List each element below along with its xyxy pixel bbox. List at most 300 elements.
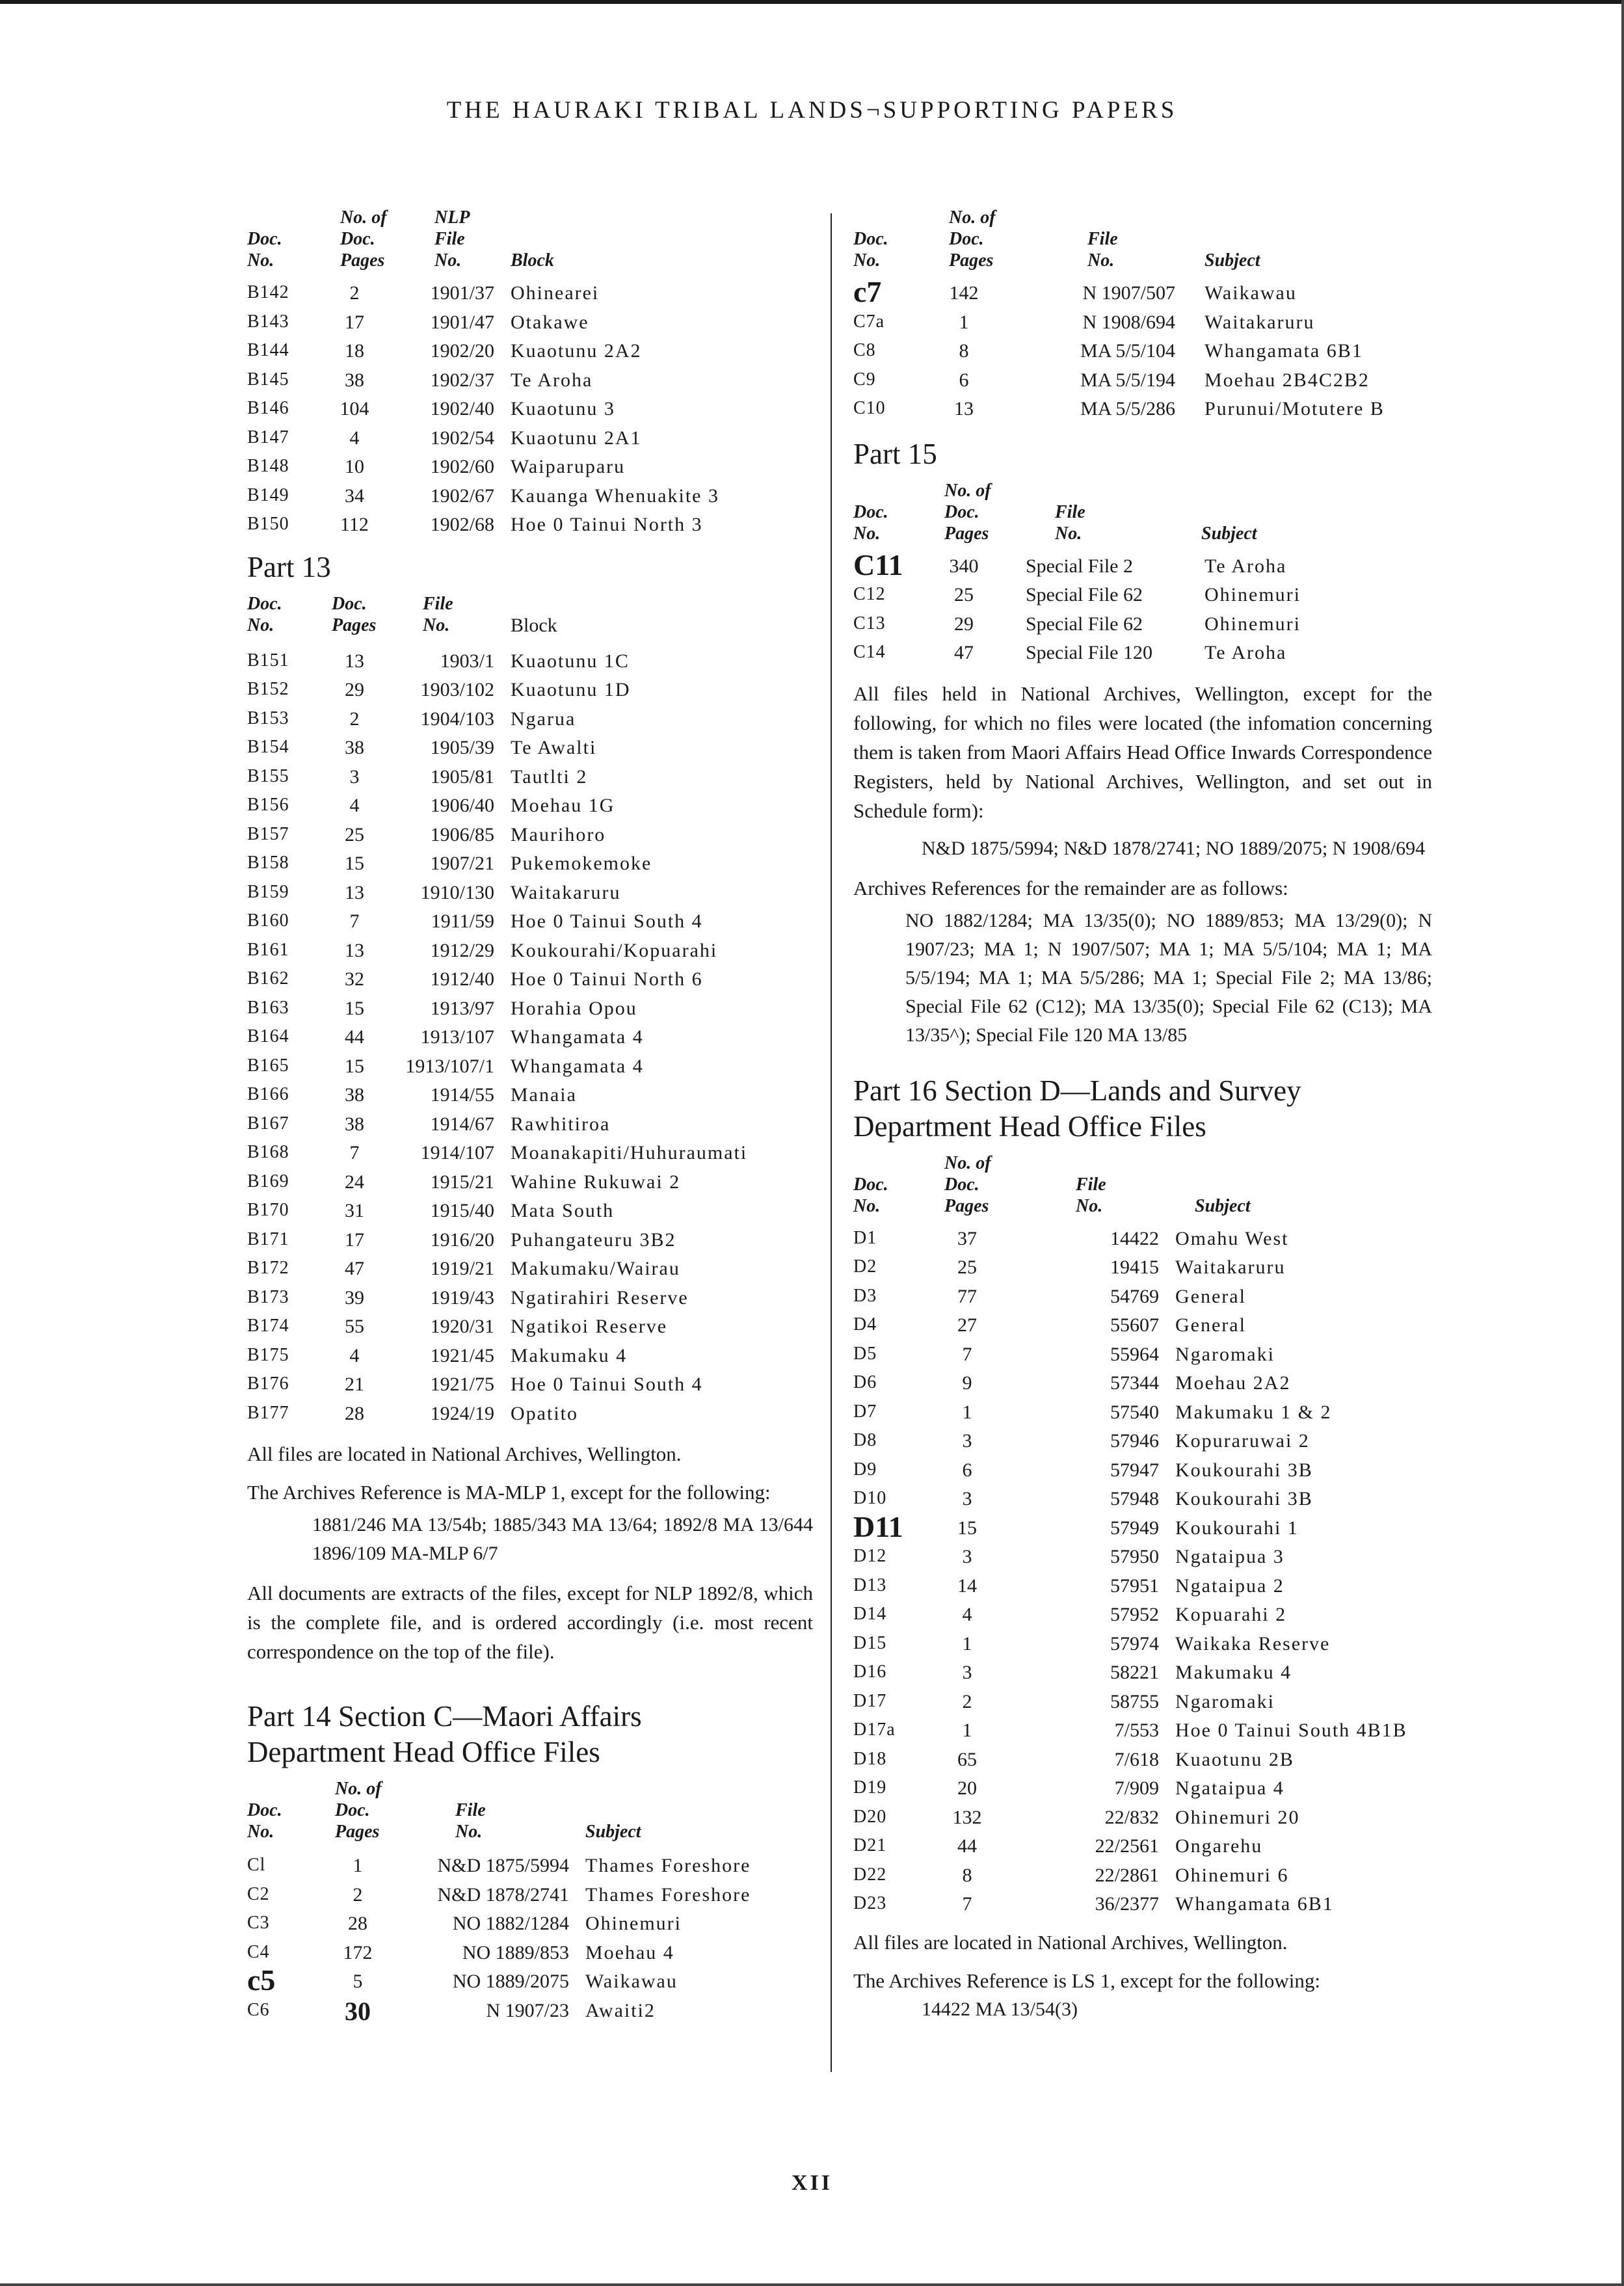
file-no-cell: 19415 (1110, 1256, 1159, 1278)
table-row (247, 935, 813, 964)
table-row (853, 1570, 1432, 1599)
file-no-cell: 1921/75 (430, 1374, 494, 1395)
subject-cell: Te Aroha (1205, 642, 1287, 663)
pages-cell: 2 (349, 708, 360, 730)
header-file-no: File No. (1076, 1174, 1106, 1216)
pages-cell: 5 (353, 1971, 363, 1992)
table-row (247, 1195, 813, 1224)
file-no-cell: 1902/40 (430, 398, 494, 419)
subject-cell: Ngaromaki (1175, 1690, 1275, 1712)
table-row (247, 703, 813, 732)
doc-no-cell: B155 (247, 765, 289, 786)
file-no-cell: 57344 (1110, 1372, 1159, 1394)
doc-no-cell: B170 (247, 1200, 289, 1220)
doc-no-cell: C4 (247, 1941, 270, 1962)
file-no-cell: 1905/81 (430, 765, 494, 788)
table-row (247, 1282, 813, 1311)
subject-cell: Kuaotunu 3 (511, 398, 615, 419)
header-doc-pages: No. of Doc. Pages (944, 1152, 991, 1216)
table-row (247, 1398, 813, 1427)
subject-cell: Awaiti2 (585, 1999, 656, 2021)
table-row (853, 1483, 1432, 1512)
subject-cell: Ohinemuri 20 (1175, 1806, 1300, 1828)
doc-no-cell: B167 (247, 1113, 289, 1134)
subject-cell: Rawhitiroa (511, 1113, 611, 1135)
table-row (247, 1108, 813, 1137)
doc-no-cell: C10 (853, 398, 886, 418)
doc-no-cell: B146 (247, 398, 289, 418)
pages-cell: 38 (345, 1113, 364, 1135)
file-no-cell: 1914/55 (430, 1084, 494, 1106)
table-row (247, 335, 813, 364)
file-no-cell: N 1907/23 (486, 1999, 569, 2021)
pages-cell: 1 (353, 1855, 363, 1876)
pages-cell: 9 (962, 1372, 972, 1394)
header-subject: Subject (1201, 523, 1257, 544)
pages-cell: 20 (957, 1777, 977, 1799)
table-row (247, 306, 813, 336)
header-doc-pages: No. of Doc. Pages (949, 207, 996, 271)
file-no-cell: 22/2861 (1095, 1864, 1159, 1886)
part15-title: Part 15 (853, 437, 937, 470)
table-row (853, 1744, 1432, 1773)
file-no-cell: MA 5/5/104 (1080, 340, 1175, 362)
file-no-cell: 55964 (1110, 1343, 1159, 1365)
part16-title (853, 1073, 1432, 1145)
doc-no-cell: B153 (247, 708, 289, 728)
part14-continued-table-body (853, 277, 1432, 422)
doc-no-cell: D12 (853, 1546, 887, 1566)
subject-cell: Ohinearei (511, 282, 600, 304)
subject-cell: Pukemokemoke (511, 853, 652, 874)
header-doc-no: Doc. No. (247, 593, 282, 635)
pages-cell: 3 (962, 1488, 972, 1509)
table-row (247, 1050, 813, 1080)
table-row (853, 1656, 1432, 1686)
doc-no-cell: B163 (247, 997, 289, 1018)
doc-no-cell: C6 (247, 1999, 270, 2020)
subject-cell: Waitakaruru (1205, 311, 1315, 333)
table-row (853, 608, 1432, 637)
subject-cell: Opatito (511, 1402, 578, 1424)
file-no-cell: 1915/21 (430, 1171, 494, 1193)
pages-cell: 77 (957, 1285, 977, 1307)
pages-cell: 4 (349, 795, 360, 816)
table-row (247, 1368, 813, 1398)
file-no-cell: N&D 1878/2741 (437, 1883, 569, 1906)
file-no-cell: 57946 (1110, 1430, 1159, 1452)
doc-no-cell: c7 (853, 275, 882, 308)
subject-cell: Waikaka Reserve (1175, 1632, 1331, 1655)
subject-cell: Makumaku/Wairau (511, 1258, 680, 1279)
table-row (853, 1338, 1432, 1368)
table-row (247, 645, 813, 674)
subject-cell: Purunui/Motutere B (1205, 398, 1385, 419)
subject-cell: Ngataipua 3 (1175, 1546, 1285, 1567)
doc-no-cell: c5 (247, 1963, 276, 1997)
subject-cell: Koukourahi/Kopuarahi (511, 939, 718, 961)
pages-cell: 17 (345, 311, 364, 333)
subject-cell: Ngataipua 2 (1175, 1575, 1285, 1597)
pages-cell: 29 (345, 679, 364, 700)
page-border-top (0, 0, 1624, 4)
pages-cell: 2 (349, 282, 360, 304)
pages-cell: 18 (345, 340, 364, 362)
file-no-cell: 1901/47 (430, 311, 494, 333)
doc-no-cell: Cl (247, 1855, 266, 1875)
part16-table-body (853, 1223, 1432, 1917)
table-row (247, 674, 813, 703)
running-header: THE HAURAKI TRIBAL LANDS¬SUPPORTING PAPERS (446, 97, 1178, 124)
file-no-cell: 1906/85 (430, 823, 494, 845)
doc-no-cell: D19 (853, 1777, 887, 1798)
part14-title-line1: Part 14 Section C—Maori Affairs (247, 1700, 642, 1733)
file-no-cell: 57948 (1110, 1488, 1159, 1509)
pages-cell: 65 (957, 1748, 977, 1770)
doc-no-cell: D7 (853, 1401, 877, 1422)
table-row (853, 1830, 1432, 1859)
subject-cell: Puhangateuru 3B2 (511, 1229, 676, 1251)
table-row (853, 1686, 1432, 1715)
pages-cell: 21 (345, 1374, 364, 1395)
part16-note-location: All files are located in National Archives, Wellington. (853, 1930, 1288, 1954)
table-row (853, 1714, 1432, 1744)
subject-cell: Moehau 2B4C2B2 (1205, 369, 1370, 391)
subject-cell: Waitakaruru (1175, 1256, 1286, 1278)
subject-cell: Thames Foreshore (585, 1883, 751, 1906)
table-row (247, 877, 813, 906)
pages-cell: 25 (957, 1256, 977, 1278)
doc-no-cell: D3 (853, 1285, 877, 1306)
file-no-cell: 1907/21 (430, 853, 494, 874)
doc-no-cell: B166 (247, 1084, 289, 1104)
subject-cell: Mata South (511, 1200, 615, 1221)
table-row (853, 1541, 1432, 1570)
doc-no-cell: B151 (247, 650, 289, 671)
file-no-cell: 1910/130 (420, 881, 494, 903)
part13-title: Part 13 (247, 550, 331, 583)
header-subject: Subject (585, 1822, 641, 1842)
subject-cell: Te Awalti (511, 737, 597, 758)
pages-cell: 17 (345, 1229, 364, 1251)
file-no-cell: 1901/37 (430, 282, 494, 304)
pages-cell: 38 (345, 1084, 364, 1106)
subject-cell: Ohinemuri 6 (1175, 1864, 1289, 1886)
doc-no-cell: B157 (247, 823, 289, 844)
file-no-cell: MA 5/5/194 (1080, 369, 1175, 391)
table-row (247, 509, 813, 538)
table-row (853, 277, 1432, 306)
pages-cell: 1 (962, 1720, 972, 1741)
table-row (853, 364, 1432, 393)
file-no-cell: 14422 (1110, 1227, 1159, 1249)
doc-no-cell: D11 (853, 1509, 903, 1543)
file-no-cell: 1902/67 (430, 485, 494, 507)
subject-cell: Kopuraruwai 2 (1175, 1430, 1310, 1452)
part13-note-reference: The Archives Reference is MA-MLP 1, except for the following: (247, 1481, 771, 1504)
doc-no-cell: B172 (247, 1258, 289, 1278)
doc-no-cell: B177 (247, 1402, 289, 1423)
table-row (247, 451, 813, 480)
subject-cell: Moehau 2A2 (1175, 1372, 1291, 1394)
header-doc-no: Doc. No. (247, 229, 282, 271)
page-border-bottom (0, 2283, 1624, 2286)
doc-no-cell: B165 (247, 1055, 289, 1076)
pages-cell: 3 (962, 1662, 972, 1683)
subject-cell: Thames Foreshore (585, 1855, 751, 1876)
subject-cell: Whangamata 6B1 (1175, 1893, 1334, 1915)
part16-title-line1: Part 16 Section D—Lands and Survey (853, 1074, 1301, 1107)
pages-cell: 27 (957, 1314, 977, 1336)
pages-cell: 39 (345, 1286, 364, 1309)
table-row (853, 579, 1432, 608)
table-row (247, 905, 813, 935)
doc-no-cell: D16 (853, 1662, 887, 1682)
file-no-cell: 1915/40 (430, 1200, 494, 1221)
header-nlp-file-no: NLP File No. (434, 207, 470, 271)
doc-no-cell: B156 (247, 795, 289, 815)
subject-cell: Ohinemuri (1205, 613, 1301, 635)
doc-no-cell: C12 (853, 584, 886, 604)
doc-no-cell: B152 (247, 679, 289, 699)
file-no-cell: 57540 (1110, 1401, 1159, 1423)
file-no-cell: NO 1882/1284 (452, 1913, 569, 1934)
part16-table-header (853, 1152, 1432, 1220)
pages-cell: 29 (954, 613, 974, 635)
file-no-cell: 1913/97 (430, 997, 494, 1019)
table-row (853, 550, 1432, 579)
doc-no-cell: B143 (247, 311, 289, 332)
pages-cell: 15 (957, 1517, 977, 1539)
table-row (853, 637, 1432, 666)
doc-no-cell: C7a (853, 311, 885, 332)
doc-no-cell: D2 (853, 1256, 877, 1277)
table-row (853, 393, 1432, 422)
pages-cell: 34 (345, 485, 364, 507)
subject-cell: Whangamata 4 (511, 1026, 644, 1048)
subject-cell: Ohinemuri (585, 1913, 682, 1934)
pages-cell: 44 (345, 1026, 364, 1048)
file-no-cell: 1914/67 (430, 1113, 494, 1135)
subject-cell: Kuaotunu 1D (511, 679, 631, 700)
table-row (247, 393, 813, 422)
pages-cell: 15 (345, 997, 364, 1019)
pages-cell: 13 (345, 650, 364, 672)
table-row (853, 1454, 1432, 1483)
pages-cell: 6 (959, 369, 969, 391)
subject-cell: Whangamata 6B1 (1205, 340, 1363, 362)
pages-cell: 31 (345, 1200, 364, 1221)
doc-no-cell: B149 (247, 485, 289, 505)
table-row (247, 1079, 813, 1108)
subject-cell: Manaia (511, 1084, 577, 1106)
file-no-cell: 1913/107 (420, 1026, 494, 1048)
doc-no-cell: B162 (247, 968, 289, 989)
subject-cell: Hoe 0 Tainui North 3 (511, 514, 703, 535)
doc-no-cell: B161 (247, 939, 289, 960)
part13-note-extracts: All documents are extracts of the files, except for NLP 1892/8, which is the complete file, and is ordered accordingly (i.e. most recent correspondence on the top of the file). (247, 1582, 813, 1663)
table-row (247, 963, 813, 992)
table-row (853, 1309, 1432, 1338)
subject-cell: Kuaotunu 2A2 (511, 340, 642, 362)
part13-table-body (247, 645, 813, 1427)
subject-cell: Hoe 0 Tainui South 4B1B (1175, 1720, 1407, 1741)
table-row (247, 992, 813, 1022)
doc-no-cell: D23 (853, 1893, 887, 1913)
doc-no-cell: C11 (853, 548, 903, 581)
doc-no-cell: B148 (247, 456, 289, 476)
subject-cell: Kuaotunu 1C (511, 650, 630, 672)
subject-cell: Hoe 0 Tainui South 4 (511, 1374, 703, 1395)
table-row (247, 1224, 813, 1253)
pages-cell: 25 (954, 584, 974, 605)
table-row (247, 1166, 813, 1195)
pages-cell: 1 (962, 1632, 972, 1655)
subject-cell: Makumaku 4 (511, 1344, 628, 1366)
table-row (853, 1367, 1432, 1396)
table-row (247, 819, 813, 848)
file-no-cell: 1920/31 (430, 1316, 494, 1337)
file-no-cell: 1902/54 (430, 427, 494, 449)
subject-cell: Omahu West (1175, 1227, 1289, 1249)
subject-cell: Kopuarahi 2 (1175, 1604, 1287, 1625)
file-no-cell: 1904/103 (420, 708, 494, 730)
pages-cell: 28 (345, 1402, 364, 1424)
table-row (853, 1396, 1432, 1426)
subject-cell: Whangamata 4 (511, 1055, 644, 1077)
pages-cell: 13 (345, 881, 364, 903)
pages-cell: 104 (339, 398, 369, 419)
part14-table-body (247, 1850, 813, 2026)
subject-cell: Makumaku 4 (1175, 1662, 1292, 1683)
page-border-right (1621, 0, 1624, 2286)
subject-cell: Makumaku 1 & 2 (1175, 1401, 1332, 1423)
pages-cell: 2 (353, 1883, 363, 1906)
subject-cell: Waitakaruru (511, 881, 621, 903)
file-no-cell: 1916/20 (430, 1229, 494, 1251)
pages-cell: 340 (949, 555, 979, 577)
pages-cell: 132 (952, 1806, 982, 1828)
header-doc-pages: Doc. Pages (332, 593, 377, 635)
pages-cell: 15 (345, 853, 364, 874)
pages-cell: 2 (962, 1690, 972, 1712)
pages-cell: 4 (962, 1604, 972, 1625)
subject-cell: Ngaromaki (1175, 1343, 1275, 1365)
file-no-cell: 1912/29 (430, 939, 494, 961)
header-subject: Subject (1205, 250, 1260, 271)
part13-table-header (247, 593, 813, 641)
part15-files-not-located: N&D 1875/5994; N&D 1878/2741; NO 1889/2075; N 1908/694 (922, 837, 1426, 859)
doc-no-cell: C13 (853, 613, 886, 633)
file-no-cell: 57974 (1110, 1632, 1159, 1655)
file-no-cell: 22/2561 (1095, 1835, 1159, 1857)
file-no-cell: 1903/1 (440, 650, 494, 672)
table-row (247, 761, 813, 790)
header-file-no: File No. (1087, 229, 1118, 271)
file-no-cell: NO 1889/853 (462, 1941, 569, 1963)
subject-cell: Maurihoro (511, 823, 606, 845)
subject-cell: Moanakapiti/Huhuraumati (511, 1142, 748, 1163)
doc-no-cell: D4 (853, 1314, 877, 1335)
part15-note-references: Archives References for the remainder are as follows: (853, 876, 1288, 899)
file-no-cell: 57950 (1110, 1546, 1159, 1567)
part15-note-files-held: All files held in National Archives, Wellington, except for the following, for which no files were located (the infomation concerning them is taken from Maori Affairs Head Office Inwards Correspondence Registers, held by National Archives, Wellington, and set out in Schedule form): (853, 682, 1432, 822)
doc-no-cell: D10 (853, 1488, 887, 1508)
part12-table-header (247, 207, 813, 277)
table-row (247, 364, 813, 393)
pages-cell: 172 (343, 1941, 373, 1963)
file-no-cell: Special File 62 (1026, 584, 1143, 605)
file-no-cell: 1912/40 (430, 968, 494, 990)
table-row (853, 335, 1432, 364)
table-row (247, 1937, 813, 1966)
pages-cell: 112 (340, 514, 369, 535)
doc-no-cell: D17a (853, 1720, 896, 1740)
file-no-cell: 55607 (1110, 1314, 1159, 1336)
doc-no-cell: B144 (247, 340, 289, 360)
pages-cell: 10 (345, 456, 364, 477)
doc-no-cell: D18 (853, 1748, 887, 1769)
pages-cell: 7 (962, 1343, 972, 1365)
part15-table-header (853, 480, 1432, 548)
part14-title-line2: Department Head Office Files (247, 1736, 600, 1768)
pages-cell: 32 (345, 968, 364, 990)
doc-no-cell: B158 (247, 853, 289, 873)
header-doc-pages: No. of Doc. Pages (944, 480, 991, 544)
doc-no-cell: B154 (247, 737, 289, 757)
subject-cell: Hoe 0 Tainui North 6 (511, 968, 703, 990)
subject-cell: Otakawe (511, 311, 589, 333)
doc-no-cell: D9 (853, 1459, 877, 1480)
file-no-cell: N 1907/507 (1082, 282, 1175, 304)
table-row (853, 1425, 1432, 1454)
table-row (853, 1281, 1432, 1310)
subject-cell: Waiparuparu (511, 456, 626, 477)
header-doc-pages: No. of Doc. Pages (335, 1779, 382, 1842)
table-row (247, 422, 813, 451)
pages-cell: 15 (345, 1055, 364, 1077)
subject-cell: Kauanga Whenuakite 3 (511, 485, 720, 507)
pages-cell: 8 (962, 1864, 972, 1886)
file-no-cell: MA 5/5/286 (1080, 398, 1175, 419)
doc-no-cell: D14 (853, 1604, 887, 1624)
subject-cell: Waikawau (1205, 282, 1297, 304)
doc-no-cell: B142 (247, 282, 289, 302)
subject-cell: Hoe 0 Tainui South 4 (511, 910, 703, 932)
table-row (853, 1599, 1432, 1628)
file-no-cell: NO 1889/2075 (452, 1971, 569, 1992)
pages-cell: 3 (962, 1546, 972, 1567)
pages-cell: 44 (957, 1835, 977, 1857)
table-row (853, 1223, 1432, 1252)
subject-cell: Waikawau (585, 1971, 678, 1992)
file-no-cell: 57951 (1110, 1575, 1159, 1597)
file-no-cell: 58221 (1110, 1662, 1159, 1683)
header-doc-no: Doc. No. (853, 501, 888, 544)
file-no-cell: 1924/19 (430, 1402, 494, 1424)
doc-no-cell: B171 (247, 1229, 289, 1249)
file-no-cell: 1919/21 (430, 1258, 494, 1279)
pages-cell: 28 (348, 1913, 367, 1934)
pages-cell: 3 (962, 1430, 972, 1452)
table-row (853, 1888, 1432, 1917)
header-file-no: File No. (455, 1800, 486, 1842)
doc-no-cell: B160 (247, 910, 289, 931)
table-row (247, 1340, 813, 1369)
file-no-cell: 7/909 (1114, 1777, 1159, 1799)
doc-no-cell: C2 (247, 1883, 270, 1904)
file-no-cell: 1921/45 (430, 1344, 494, 1366)
